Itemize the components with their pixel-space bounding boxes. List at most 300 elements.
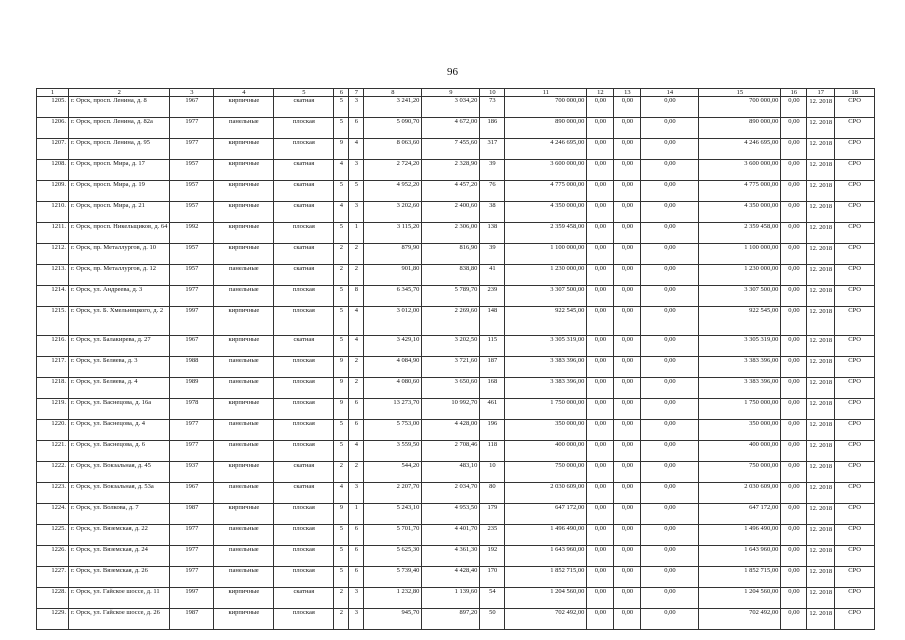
- cell-area-total: 5 701,70: [364, 525, 422, 546]
- cell-address: г. Орск, ул. Гайское шоссе, д. 26: [69, 609, 170, 630]
- cell-fund-owners: 4 350 000,00: [699, 202, 781, 223]
- cell-method: СРО: [835, 378, 875, 399]
- cell-entrances: 3: [349, 160, 364, 181]
- cell-method: СРО: [835, 546, 875, 567]
- cell-roof: плоская: [274, 223, 334, 244]
- building-register-table: [36, 88, 875, 630]
- cell-area-total: 4 080,60: [364, 378, 422, 399]
- cell-address: г. Орск, ул. Вяземская, д. 26: [69, 567, 170, 588]
- cell-area-living: 5 789,70: [422, 286, 480, 307]
- cell-fund-reg: 0,00: [614, 139, 641, 160]
- table-row: [37, 420, 875, 441]
- cell-fund-owners: 3 305 319,00: [699, 336, 781, 357]
- cell-fund-reg: 0,00: [614, 118, 641, 139]
- cell-area-living: 2 034,70: [422, 483, 480, 504]
- cell-method: СРО: [835, 118, 875, 139]
- cell-year: 1977: [170, 546, 214, 567]
- cell-unit-cost: 0,00: [781, 441, 807, 462]
- cell-area-living: 4 401,70: [422, 525, 480, 546]
- cell-no: 1219.: [37, 399, 69, 420]
- cell-area-total: 13 273,70: [364, 399, 422, 420]
- cell-fund-loc: 0,00: [641, 420, 699, 441]
- cell-year: 1988: [170, 357, 214, 378]
- cell-walls: кирпичные: [214, 223, 274, 244]
- cell-residents: 54: [480, 588, 505, 609]
- cell-address: г. Орск, ул. Вяземская, д. 22: [69, 525, 170, 546]
- cell-method: СРО: [835, 223, 875, 244]
- cell-cost-total: 400 000,00: [505, 441, 587, 462]
- cell-walls: панельные: [214, 357, 274, 378]
- cell-entrances: 2: [349, 244, 364, 265]
- cell-method: СРО: [835, 609, 875, 630]
- table-row: [37, 567, 875, 588]
- cell-area-total: 8 063,60: [364, 139, 422, 160]
- cell-cost-total: 1 852 715,00: [505, 567, 587, 588]
- cell-walls: панельные: [214, 420, 274, 441]
- cell-walls: панельные: [214, 286, 274, 307]
- cell-year: 1977: [170, 118, 214, 139]
- cell-unit-cost: 0,00: [781, 307, 807, 336]
- cell-method: СРО: [835, 567, 875, 588]
- cell-no: 1214.: [37, 286, 69, 307]
- cell-fund-loc: 0,00: [641, 336, 699, 357]
- cell-residents: 179: [480, 504, 505, 525]
- cell-fund-fed: 0,00: [587, 609, 614, 630]
- cell-floors: 9: [334, 378, 349, 399]
- cell-fund-reg: 0,00: [614, 336, 641, 357]
- column-header: 16: [781, 89, 807, 97]
- cell-area-living: 1 139,60: [422, 588, 480, 609]
- cell-address: г. Орск, просп. Никельщиков, д. 64: [69, 223, 170, 244]
- cell-unit-cost: 0,00: [781, 525, 807, 546]
- cell-fund-loc: 0,00: [641, 286, 699, 307]
- cell-residents: 10: [480, 462, 505, 483]
- cell-date: 12. 2018: [807, 202, 835, 223]
- cell-floors: 5: [334, 307, 349, 336]
- cell-address: г. Орск, ул. Вокзальная, д. 45: [69, 462, 170, 483]
- cell-fund-reg: 0,00: [614, 588, 641, 609]
- cell-method: СРО: [835, 307, 875, 336]
- cell-fund-loc: 0,00: [641, 223, 699, 244]
- cell-area-total: 2 207,70: [364, 483, 422, 504]
- cell-cost-total: 3 600 000,00: [505, 160, 587, 181]
- cell-fund-loc: 0,00: [641, 357, 699, 378]
- cell-address: г. Орск, ул. Гайское шоссе, д. 11: [69, 588, 170, 609]
- cell-address: г. Орск, ул. Васнецова, д. 4: [69, 420, 170, 441]
- cell-no: 1229.: [37, 609, 69, 630]
- cell-no: 1226.: [37, 546, 69, 567]
- cell-area-living: 4 672,00: [422, 118, 480, 139]
- cell-unit-cost: 0,00: [781, 265, 807, 286]
- cell-area-living: 4 428,40: [422, 567, 480, 588]
- cell-no: 1205.: [37, 97, 69, 118]
- cell-fund-fed: 0,00: [587, 97, 614, 118]
- cell-area-total: 4 952,20: [364, 181, 422, 202]
- cell-fund-reg: 0,00: [614, 181, 641, 202]
- cell-area-living: 2 708,46: [422, 441, 480, 462]
- cell-area-living: 2 328,90: [422, 160, 480, 181]
- table-row: [37, 399, 875, 420]
- cell-walls: кирпичные: [214, 244, 274, 265]
- cell-walls: панельные: [214, 546, 274, 567]
- cell-cost-total: 3 383 396,00: [505, 357, 587, 378]
- cell-date: 12. 2018: [807, 97, 835, 118]
- cell-method: СРО: [835, 504, 875, 525]
- cell-fund-fed: 0,00: [587, 462, 614, 483]
- page-number: 96: [447, 66, 458, 78]
- cell-method: СРО: [835, 97, 875, 118]
- cell-year: 1977: [170, 420, 214, 441]
- cell-floors: 9: [334, 399, 349, 420]
- cell-roof: плоская: [274, 525, 334, 546]
- cell-residents: 115: [480, 336, 505, 357]
- cell-floors: 9: [334, 357, 349, 378]
- cell-date: 12. 2018: [807, 160, 835, 181]
- cell-fund-reg: 0,00: [614, 525, 641, 546]
- table-row: [37, 202, 875, 223]
- cell-fund-fed: 0,00: [587, 525, 614, 546]
- cell-fund-fed: 0,00: [587, 483, 614, 504]
- cell-no: 1222.: [37, 462, 69, 483]
- cell-fund-fed: 0,00: [587, 546, 614, 567]
- cell-no: 1224.: [37, 504, 69, 525]
- cell-fund-reg: 0,00: [614, 420, 641, 441]
- cell-fund-reg: 0,00: [614, 483, 641, 504]
- column-header: 15: [699, 89, 781, 97]
- table-row: [37, 462, 875, 483]
- cell-roof: скатная: [274, 181, 334, 202]
- cell-roof: плоская: [274, 139, 334, 160]
- cell-cost-total: 350 000,00: [505, 420, 587, 441]
- cell-fund-loc: 0,00: [641, 244, 699, 265]
- cell-cost-total: 922 545,00: [505, 307, 587, 336]
- cell-area-living: 4 953,50: [422, 504, 480, 525]
- cell-address: г. Орск, ул. Васнецова, д. 16а: [69, 399, 170, 420]
- cell-address: г. Орск, пр. Металлургов, д. 12: [69, 265, 170, 286]
- cell-no: 1213.: [37, 265, 69, 286]
- cell-walls: кирпичные: [214, 399, 274, 420]
- cell-entrances: 1: [349, 223, 364, 244]
- cell-floors: 2: [334, 244, 349, 265]
- cell-fund-owners: 1 204 560,00: [699, 588, 781, 609]
- cell-unit-cost: 0,00: [781, 546, 807, 567]
- cell-residents: 50: [480, 609, 505, 630]
- cell-date: 12. 2018: [807, 588, 835, 609]
- cell-year: 1957: [170, 244, 214, 265]
- cell-floors: 2: [334, 588, 349, 609]
- cell-area-total: 1 232,80: [364, 588, 422, 609]
- cell-cost-total: 4 350 000,00: [505, 202, 587, 223]
- cell-date: 12. 2018: [807, 462, 835, 483]
- cell-fund-fed: 0,00: [587, 244, 614, 265]
- column-header: 18: [835, 89, 875, 97]
- cell-fund-fed: 0,00: [587, 420, 614, 441]
- cell-area-living: 7 455,60: [422, 139, 480, 160]
- cell-fund-fed: 0,00: [587, 286, 614, 307]
- cell-date: 12. 2018: [807, 307, 835, 336]
- cell-floors: 2: [334, 462, 349, 483]
- cell-unit-cost: 0,00: [781, 504, 807, 525]
- cell-method: СРО: [835, 357, 875, 378]
- cell-roof: скатная: [274, 244, 334, 265]
- cell-no: 1211.: [37, 223, 69, 244]
- cell-roof: плоская: [274, 420, 334, 441]
- cell-date: 12. 2018: [807, 567, 835, 588]
- cell-area-living: 10 992,70: [422, 399, 480, 420]
- cell-unit-cost: 0,00: [781, 462, 807, 483]
- column-header: 12: [587, 89, 614, 97]
- cell-fund-loc: 0,00: [641, 97, 699, 118]
- cell-fund-reg: 0,00: [614, 462, 641, 483]
- cell-area-living: 3 034,20: [422, 97, 480, 118]
- cell-area-total: 5 625,30: [364, 546, 422, 567]
- cell-year: 1992: [170, 223, 214, 244]
- cell-area-total: 2 724,20: [364, 160, 422, 181]
- cell-no: 1208.: [37, 160, 69, 181]
- cell-address: г. Орск, ул. Андреева, д. 3: [69, 286, 170, 307]
- cell-address: г. Орск, просп. Ленина, д. 8: [69, 97, 170, 118]
- cell-walls: кирпичные: [214, 462, 274, 483]
- cell-fund-reg: 0,00: [614, 265, 641, 286]
- cell-year: 1997: [170, 307, 214, 336]
- cell-method: СРО: [835, 286, 875, 307]
- cell-entrances: 4: [349, 336, 364, 357]
- cell-fund-reg: 0,00: [614, 546, 641, 567]
- cell-area-living: 3 202,50: [422, 336, 480, 357]
- cell-entrances: 2: [349, 357, 364, 378]
- cell-fund-fed: 0,00: [587, 202, 614, 223]
- cell-roof: плоская: [274, 504, 334, 525]
- cell-fund-loc: 0,00: [641, 118, 699, 139]
- cell-entrances: 6: [349, 118, 364, 139]
- cell-cost-total: 2 359 458,00: [505, 223, 587, 244]
- cell-roof: плоская: [274, 546, 334, 567]
- cell-entrances: 6: [349, 420, 364, 441]
- cell-year: 1987: [170, 609, 214, 630]
- cell-fund-owners: 3 383 396,00: [699, 357, 781, 378]
- cell-area-total: 879,90: [364, 244, 422, 265]
- cell-fund-fed: 0,00: [587, 567, 614, 588]
- cell-walls: кирпичные: [214, 609, 274, 630]
- cell-area-total: 5 739,40: [364, 567, 422, 588]
- cell-floors: 5: [334, 567, 349, 588]
- cell-floors: 5: [334, 546, 349, 567]
- cell-roof: скатная: [274, 160, 334, 181]
- cell-entrances: 4: [349, 139, 364, 160]
- cell-year: 1989: [170, 378, 214, 399]
- cell-fund-owners: 1 100 000,00: [699, 244, 781, 265]
- cell-area-living: 2 400,60: [422, 202, 480, 223]
- cell-address: г. Орск, просп. Мира, д. 17: [69, 160, 170, 181]
- cell-entrances: 3: [349, 202, 364, 223]
- cell-address: г. Орск, просп. Мира, д. 21: [69, 202, 170, 223]
- cell-year: 1977: [170, 567, 214, 588]
- cell-residents: 138: [480, 223, 505, 244]
- cell-year: 1977: [170, 139, 214, 160]
- cell-area-living: 4 428,00: [422, 420, 480, 441]
- cell-walls: панельные: [214, 567, 274, 588]
- cell-area-total: 5 753,00: [364, 420, 422, 441]
- cell-year: 1977: [170, 286, 214, 307]
- cell-fund-owners: 400 000,00: [699, 441, 781, 462]
- cell-fund-owners: 700 000,00: [699, 97, 781, 118]
- cell-fund-loc: 0,00: [641, 567, 699, 588]
- cell-unit-cost: 0,00: [781, 97, 807, 118]
- cell-date: 12. 2018: [807, 357, 835, 378]
- cell-area-total: 5 243,10: [364, 504, 422, 525]
- cell-cost-total: 2 030 609,00: [505, 483, 587, 504]
- cell-unit-cost: 0,00: [781, 244, 807, 265]
- cell-unit-cost: 0,00: [781, 118, 807, 139]
- cell-residents: 76: [480, 181, 505, 202]
- cell-date: 12. 2018: [807, 609, 835, 630]
- cell-cost-total: 1 750 000,00: [505, 399, 587, 420]
- cell-fund-owners: 4 246 695,00: [699, 139, 781, 160]
- cell-fund-fed: 0,00: [587, 357, 614, 378]
- cell-cost-total: 1 643 960,00: [505, 546, 587, 567]
- cell-fund-owners: 1 230 000,00: [699, 265, 781, 286]
- cell-no: 1215.: [37, 307, 69, 336]
- cell-area-total: 3 559,50: [364, 441, 422, 462]
- cell-residents: 41: [480, 265, 505, 286]
- cell-no: 1209.: [37, 181, 69, 202]
- cell-fund-loc: 0,00: [641, 378, 699, 399]
- cell-fund-reg: 0,00: [614, 202, 641, 223]
- cell-date: 12. 2018: [807, 286, 835, 307]
- cell-address: г. Орск, просп. Мира, д. 19: [69, 181, 170, 202]
- cell-fund-owners: 702 492,00: [699, 609, 781, 630]
- cell-method: СРО: [835, 181, 875, 202]
- cell-cost-total: 647 172,00: [505, 504, 587, 525]
- cell-year: 1957: [170, 265, 214, 286]
- cell-area-living: 2 269,60: [422, 307, 480, 336]
- cell-year: 1977: [170, 441, 214, 462]
- cell-roof: скатная: [274, 265, 334, 286]
- cell-residents: 187: [480, 357, 505, 378]
- column-header: 2: [69, 89, 170, 97]
- table-row: [37, 483, 875, 504]
- cell-fund-reg: 0,00: [614, 244, 641, 265]
- cell-fund-loc: 0,00: [641, 181, 699, 202]
- cell-date: 12. 2018: [807, 265, 835, 286]
- cell-residents: 118: [480, 441, 505, 462]
- cell-unit-cost: 0,00: [781, 420, 807, 441]
- cell-fund-reg: 0,00: [614, 399, 641, 420]
- cell-date: 12. 2018: [807, 441, 835, 462]
- cell-floors: 2: [334, 265, 349, 286]
- cell-walls: кирпичные: [214, 307, 274, 336]
- cell-roof: плоская: [274, 567, 334, 588]
- cell-fund-owners: 3 307 500,00: [699, 286, 781, 307]
- cell-fund-owners: 2 030 609,00: [699, 483, 781, 504]
- cell-floors: 5: [334, 118, 349, 139]
- cell-walls: кирпичные: [214, 202, 274, 223]
- cell-fund-reg: 0,00: [614, 160, 641, 181]
- cell-address: г. Орск, просп. Ленина, д. 95: [69, 139, 170, 160]
- cell-fund-loc: 0,00: [641, 441, 699, 462]
- cell-method: СРО: [835, 441, 875, 462]
- cell-area-total: 3 202,60: [364, 202, 422, 223]
- cell-walls: кирпичные: [214, 160, 274, 181]
- cell-cost-total: 750 000,00: [505, 462, 587, 483]
- cell-cost-total: 3 305 319,00: [505, 336, 587, 357]
- cell-floors: 5: [334, 223, 349, 244]
- cell-year: 1967: [170, 97, 214, 118]
- cell-cost-total: 4 775 000,00: [505, 181, 587, 202]
- column-header: 8: [364, 89, 422, 97]
- cell-floors: 4: [334, 160, 349, 181]
- table-row: [37, 160, 875, 181]
- cell-walls: кирпичные: [214, 97, 274, 118]
- column-header: 1: [37, 89, 69, 97]
- cell-year: 1937: [170, 462, 214, 483]
- cell-fund-reg: 0,00: [614, 357, 641, 378]
- cell-floors: 5: [334, 525, 349, 546]
- cell-floors: 5: [334, 97, 349, 118]
- cell-walls: кирпичные: [214, 588, 274, 609]
- cell-residents: 170: [480, 567, 505, 588]
- cell-year: 1997: [170, 588, 214, 609]
- cell-fund-loc: 0,00: [641, 265, 699, 286]
- cell-date: 12. 2018: [807, 139, 835, 160]
- cell-fund-reg: 0,00: [614, 307, 641, 336]
- cell-no: 1217.: [37, 357, 69, 378]
- cell-fund-owners: 1 750 000,00: [699, 399, 781, 420]
- cell-roof: плоская: [274, 286, 334, 307]
- cell-fund-reg: 0,00: [614, 609, 641, 630]
- cell-method: СРО: [835, 244, 875, 265]
- cell-date: 12. 2018: [807, 504, 835, 525]
- cell-year: 1978: [170, 399, 214, 420]
- cell-roof: скатная: [274, 483, 334, 504]
- table-row: [37, 588, 875, 609]
- cell-area-total: 3 115,20: [364, 223, 422, 244]
- cell-fund-reg: 0,00: [614, 441, 641, 462]
- cell-roof: скатная: [274, 336, 334, 357]
- cell-fund-owners: 890 000,00: [699, 118, 781, 139]
- cell-area-total: 4 084,90: [364, 357, 422, 378]
- cell-entrances: 6: [349, 567, 364, 588]
- cell-no: 1228.: [37, 588, 69, 609]
- cell-entrances: 6: [349, 546, 364, 567]
- cell-fund-loc: 0,00: [641, 139, 699, 160]
- table-row: [37, 609, 875, 630]
- cell-entrances: 5: [349, 181, 364, 202]
- cell-entrances: 1: [349, 504, 364, 525]
- cell-date: 12. 2018: [807, 118, 835, 139]
- cell-method: СРО: [835, 483, 875, 504]
- column-header: 10: [480, 89, 505, 97]
- column-header: 13: [614, 89, 641, 97]
- cell-walls: кирпичные: [214, 504, 274, 525]
- cell-fund-loc: 0,00: [641, 483, 699, 504]
- cell-date: 12. 2018: [807, 378, 835, 399]
- table-row: [37, 504, 875, 525]
- cell-residents: 239: [480, 286, 505, 307]
- table-row: [37, 265, 875, 286]
- cell-method: СРО: [835, 336, 875, 357]
- cell-fund-fed: 0,00: [587, 441, 614, 462]
- cell-cost-total: 702 492,00: [505, 609, 587, 630]
- cell-method: СРО: [835, 202, 875, 223]
- cell-entrances: 6: [349, 399, 364, 420]
- cell-area-total: 5 090,70: [364, 118, 422, 139]
- cell-cost-total: 700 000,00: [505, 97, 587, 118]
- cell-floors: 9: [334, 504, 349, 525]
- cell-date: 12. 2018: [807, 483, 835, 504]
- cell-entrances: 3: [349, 97, 364, 118]
- cell-year: 1967: [170, 336, 214, 357]
